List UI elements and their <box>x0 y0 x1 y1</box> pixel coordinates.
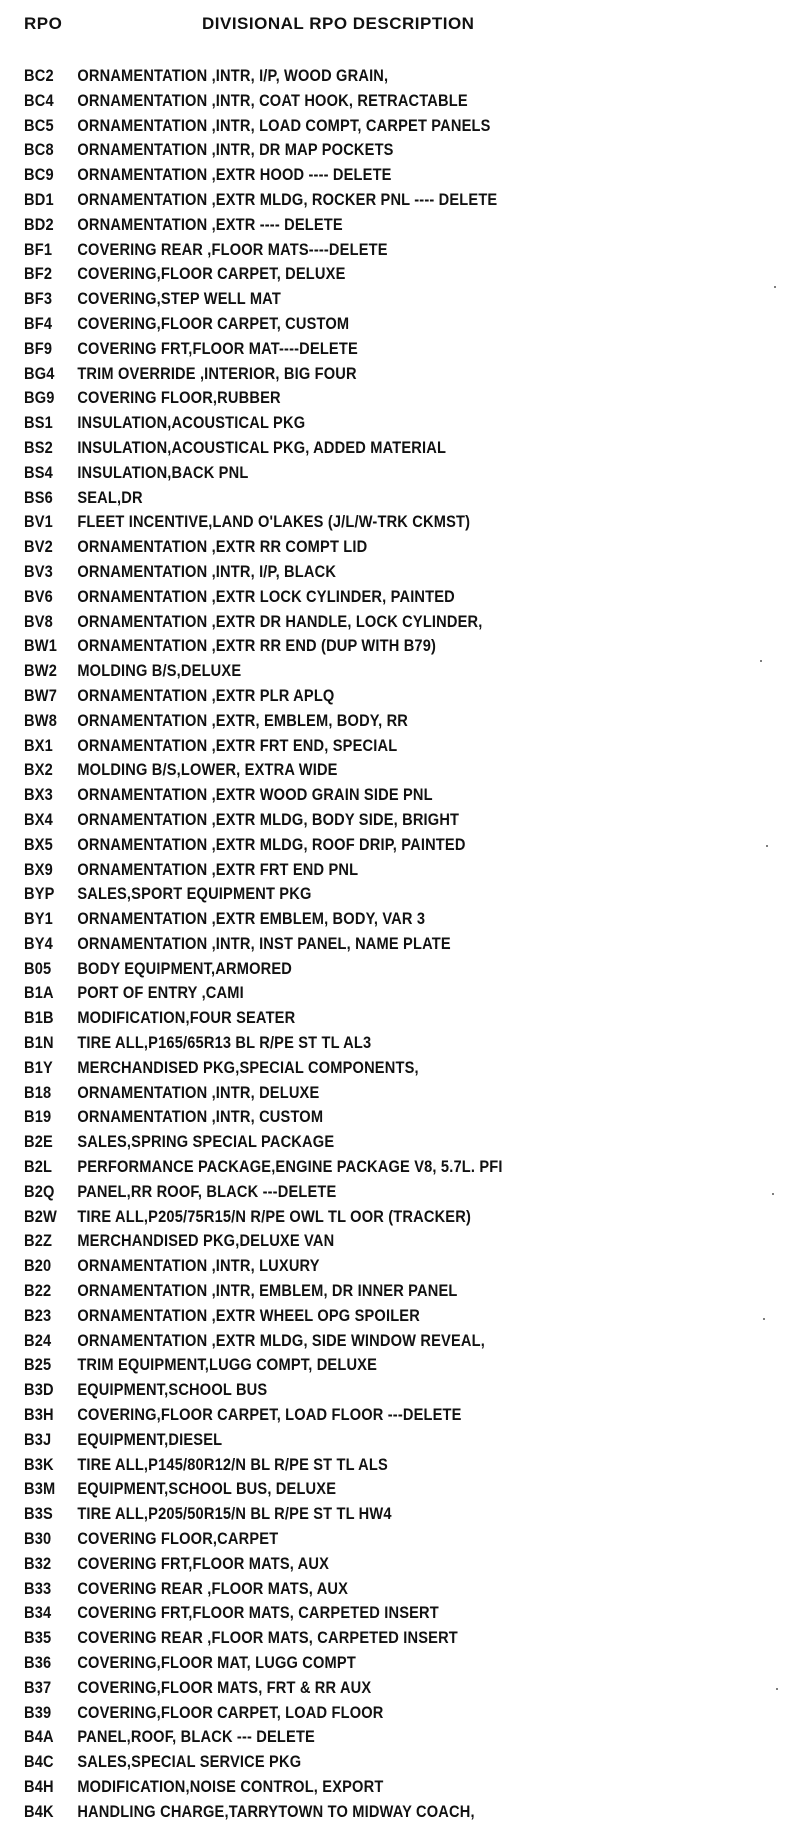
rpo-code: BW8 <box>24 710 58 730</box>
list-item <box>24 1428 678 1453</box>
rpo-code: BV6 <box>24 586 53 606</box>
rpo-description: ORNAMENTATION ,INTR, I/P, WOOD GRAIN, <box>77 66 389 85</box>
rpo-description: ORNAMENTATION ,EXTR MLDG, SIDE WINDOW REVEAL, <box>77 1330 485 1350</box>
list-item <box>24 362 678 387</box>
scan-speck <box>760 660 762 662</box>
list-item <box>24 1676 678 1701</box>
rpo-code: BS4 <box>24 462 53 482</box>
rpo-description: ORNAMENTATION ,EXTR DR HANDLE, LOCK CYLINDER, <box>77 611 483 631</box>
rpo-description: ORNAMENTATION ,EXTR RR END (DUP WITH B79) <box>77 636 437 656</box>
list-item <box>24 758 678 783</box>
rpo-description: MERCHANDISED PKG,SPECIAL COMPONENTS, <box>77 1057 419 1077</box>
rpo-code: B2W <box>24 1206 58 1226</box>
rpo-description: ORNAMENTATION ,EXTR LOCK CYLINDER, PAINTED <box>77 586 455 606</box>
rpo-code: BS2 <box>24 437 53 457</box>
rpo-code: BD1 <box>24 189 54 209</box>
rpo-code: B3J <box>24 1429 52 1449</box>
rpo-column-header: RPO <box>24 14 63 33</box>
rpo-code: BS1 <box>24 413 53 433</box>
list-item <box>24 461 678 486</box>
rpo-code: B22 <box>24 1281 52 1301</box>
rpo-code: B4H <box>24 1776 54 1796</box>
list-item <box>24 783 678 808</box>
list-item <box>24 1378 678 1403</box>
rpo-description: ORNAMENTATION ,EXTR RR COMPT LID <box>77 537 368 557</box>
rpo-description: MODIFICATION,FOUR SEATER <box>77 1008 296 1028</box>
rpo-description: COVERING FRT,FLOOR MATS, CARPETED INSERT <box>77 1603 439 1623</box>
list-item <box>24 486 678 511</box>
rpo-description: PANEL,ROOF, BLACK --- DELETE <box>77 1727 315 1747</box>
list-item <box>24 1353 678 1378</box>
list-item <box>24 1279 678 1304</box>
rpo-code: B4K <box>24 1801 54 1821</box>
list-item <box>24 312 678 337</box>
rpo-description: COVERING,FLOOR CARPET, LOAD FLOOR ---DELETE <box>77 1405 462 1425</box>
rpo-description: EQUIPMENT,SCHOOL BUS <box>77 1380 268 1400</box>
list-item <box>24 1304 678 1329</box>
list-item <box>24 262 678 287</box>
list-item <box>24 833 678 858</box>
scan-speck <box>766 845 768 847</box>
list-item <box>24 634 678 659</box>
rpo-code: B1N <box>24 1033 54 1053</box>
list-item <box>24 882 678 907</box>
rpo-code: BYP <box>24 884 55 904</box>
rpo-description: ORNAMENTATION ,EXTR MLDG, BODY SIDE, BRIGHT <box>77 809 460 829</box>
rpo-code: B20 <box>24 1256 52 1276</box>
list-item <box>24 1453 678 1478</box>
rpo-description: ORNAMENTATION ,EXTR MLDG, ROOF DRIP, PAINTED <box>77 834 466 854</box>
rpo-description: ORNAMENTATION ,EXTR FRT END PNL <box>77 859 359 879</box>
scan-speck <box>774 286 776 288</box>
list-item <box>24 585 678 610</box>
list-item <box>24 1329 678 1354</box>
rpo-code: B23 <box>24 1305 52 1325</box>
rpo-description: ORNAMENTATION ,INTR, LOAD COMPT, CARPET PANELS <box>77 115 491 135</box>
list-item <box>24 734 678 759</box>
rpo-code: BC9 <box>24 165 54 185</box>
rpo-description: ORNAMENTATION ,EXTR ---- DELETE <box>77 214 343 234</box>
rpo-description: EQUIPMENT,SCHOOL BUS, DELUXE <box>77 1479 337 1499</box>
rpo-code: BW7 <box>24 685 58 705</box>
list-item <box>24 1527 678 1552</box>
rpo-code: BC8 <box>24 140 54 160</box>
list-item <box>24 1130 678 1155</box>
list-item <box>24 709 678 734</box>
rpo-code: B36 <box>24 1653 52 1672</box>
rpo-description: COVERING REAR ,FLOOR MATS, CARPETED INSERT <box>77 1628 458 1648</box>
list-item <box>24 1254 678 1279</box>
rpo-code: BF4 <box>24 313 53 333</box>
rpo-code: BC2 <box>24 66 54 85</box>
rpo-description: COVERING,FLOOR MATS, FRT & RR AUX <box>77 1677 372 1697</box>
list-item <box>24 1577 678 1602</box>
rpo-code: BY1 <box>24 909 53 929</box>
rpo-code: B3S <box>24 1504 53 1524</box>
rpo-code: BG9 <box>24 388 55 408</box>
list-item <box>24 932 678 957</box>
rpo-code: BV8 <box>24 611 53 631</box>
scan-speck <box>763 1318 765 1320</box>
rpo-code: BS6 <box>24 487 53 507</box>
list-item <box>24 1105 678 1130</box>
rpo-code: BG4 <box>24 363 55 383</box>
rpo-code: BF3 <box>24 289 53 309</box>
list-item <box>24 957 678 982</box>
list-item <box>24 1601 678 1626</box>
list-item <box>24 138 678 163</box>
rpo-code: B37 <box>24 1677 52 1697</box>
rpo-code: BW2 <box>24 661 58 681</box>
rpo-description: COVERING,FLOOR MAT, LUGG COMPT <box>77 1653 356 1672</box>
list-item <box>24 1701 678 1726</box>
rpo-description: INSULATION,BACK PNL <box>77 462 249 482</box>
rpo-code: B30 <box>24 1529 52 1549</box>
scan-speck <box>776 1688 778 1690</box>
rpo-code: BC5 <box>24 115 54 135</box>
rpo-description: ORNAMENTATION ,EXTR HOOD ---- DELETE <box>77 165 392 185</box>
rpo-code: B34 <box>24 1603 52 1623</box>
rpo-code: B24 <box>24 1330 52 1350</box>
rpo-description: ORNAMENTATION ,INTR, EMBLEM, DR INNER PANEL <box>77 1281 458 1301</box>
rpo-code: BF2 <box>24 264 53 284</box>
rpo-description: COVERING FLOOR,CARPET <box>77 1529 279 1549</box>
rpo-description: MERCHANDISED PKG,DELUXE VAN <box>77 1231 335 1251</box>
rpo-description: COVERING FRT,FLOOR MATS, AUX <box>77 1553 330 1573</box>
list-item <box>24 386 678 411</box>
list-item <box>24 238 678 263</box>
list-item <box>24 1155 678 1180</box>
rpo-code: BX2 <box>24 760 53 780</box>
rpo-description: ORNAMENTATION ,EXTR WHEEL OPG SPOILER <box>77 1305 420 1325</box>
rpo-code: B1B <box>24 1008 54 1028</box>
rpo-description: ORNAMENTATION ,EXTR, EMBLEM, BODY, RR <box>77 710 409 730</box>
rpo-code: B33 <box>24 1578 52 1598</box>
list-item <box>24 858 678 883</box>
rpo-code: B19 <box>24 1107 52 1127</box>
rpo-description: TRIM OVERRIDE ,INTERIOR, BIG FOUR <box>77 363 357 383</box>
rpo-description: ORNAMENTATION ,INTR, I/P, BLACK <box>77 561 337 581</box>
table-header <box>24 14 780 40</box>
rpo-description: COVERING FLOOR,RUBBER <box>77 388 281 408</box>
rpo-description: INSULATION,ACOUSTICAL PKG <box>77 413 306 433</box>
rpo-description: MODIFICATION,NOISE CONTROL, EXPORT <box>77 1776 384 1796</box>
rpo-code: B35 <box>24 1628 52 1648</box>
rpo-description: COVERING,FLOOR CARPET, DELUXE <box>77 264 346 284</box>
rpo-description: PANEL,RR ROOF, BLACK ---DELETE <box>77 1181 337 1201</box>
rpo-code: BW1 <box>24 636 58 656</box>
list-item <box>24 560 678 585</box>
rpo-code: BV1 <box>24 512 53 532</box>
rpo-code: B18 <box>24 1082 52 1102</box>
rpo-code: B3D <box>24 1380 54 1400</box>
rpo-description: PERFORMANCE PACKAGE,ENGINE PACKAGE V8, 5.7L. PFI <box>77 1157 503 1177</box>
list-item <box>24 1626 678 1651</box>
rpo-description: ORNAMENTATION ,INTR, INST PANEL, NAME PLATE <box>77 933 451 953</box>
rpo-code: BX4 <box>24 809 53 829</box>
rpo-description: ORNAMENTATION ,EXTR EMBLEM, BODY, VAR 3 <box>77 909 426 929</box>
rpo-code: B4A <box>24 1727 54 1747</box>
rpo-description: MOLDING B/S,DELUXE <box>77 661 242 681</box>
rpo-description: ORNAMENTATION ,EXTR MLDG, ROCKER PNL ---- DELETE <box>77 189 498 209</box>
rpo-code: BV3 <box>24 561 53 581</box>
rpo-description: COVERING,STEP WELL MAT <box>77 289 281 309</box>
rpo-description: COVERING FRT,FLOOR MAT----DELETE <box>77 338 358 358</box>
rpo-code: B25 <box>24 1355 52 1375</box>
list-item <box>24 1081 678 1106</box>
list-item <box>24 808 678 833</box>
rpo-description: TIRE ALL,P145/80R12/N BL R/PE ST TL ALS <box>77 1454 388 1474</box>
rpo-description: TIRE ALL,P205/50R15/N BL R/PE ST TL HW4 <box>77 1504 392 1524</box>
rpo-description: ORNAMENTATION ,EXTR FRT END, SPECIAL <box>77 735 398 755</box>
rpo-code: B05 <box>24 958 52 978</box>
rpo-code: B2Z <box>24 1231 53 1251</box>
rpo-description: COVERING REAR ,FLOOR MATS----DELETE <box>77 239 388 259</box>
list-item <box>24 1056 678 1081</box>
list-item <box>24 1775 678 1800</box>
rpo-code: B2L <box>24 1157 53 1177</box>
list-item <box>24 907 678 932</box>
rpo-description: BODY EQUIPMENT,ARMORED <box>77 958 293 978</box>
list-item <box>24 1205 678 1230</box>
rpo-description: PORT OF ENTRY ,CAMI <box>77 983 244 1003</box>
rpo-code: B1A <box>24 983 54 1003</box>
list-item <box>24 535 678 560</box>
list-item <box>24 1725 678 1750</box>
rpo-description: ORNAMENTATION ,INTR, DR MAP POCKETS <box>77 140 394 160</box>
list-item <box>24 684 678 709</box>
rpo-description: ORNAMENTATION ,EXTR PLR APLQ <box>77 685 335 705</box>
rpo-description: COVERING,FLOOR CARPET, CUSTOM <box>77 313 350 333</box>
rpo-description: ORNAMENTATION ,EXTR WOOD GRAIN SIDE PNL <box>77 785 433 805</box>
rpo-description: HANDLING CHARGE,TARRYTOWN TO MIDWAY COACH, <box>77 1801 475 1821</box>
rpo-code: B3M <box>24 1479 56 1499</box>
list-item <box>24 64 678 89</box>
list-item <box>24 89 678 114</box>
list-item <box>24 1006 678 1031</box>
rpo-description: MOLDING B/S,LOWER, EXTRA WIDE <box>77 760 338 780</box>
rpo-description: INSULATION,ACOUSTICAL PKG, ADDED MATERIAL <box>77 437 447 457</box>
rpo-code: BC4 <box>24 90 54 110</box>
rpo-code: BX3 <box>24 785 53 805</box>
list-item <box>24 1651 678 1676</box>
rpo-code: B3H <box>24 1405 54 1425</box>
rpo-code: BD2 <box>24 214 54 234</box>
rpo-code: B32 <box>24 1553 52 1573</box>
rpo-description: EQUIPMENT,DIESEL <box>77 1429 223 1449</box>
rpo-description: TRIM EQUIPMENT,LUGG COMPT, DELUXE <box>77 1355 378 1375</box>
rpo-code: B1Y <box>24 1057 53 1077</box>
list-item <box>24 1750 678 1775</box>
list-item <box>24 114 678 139</box>
rpo-code: BY4 <box>24 933 53 953</box>
rpo-code: BF9 <box>24 338 53 358</box>
list-item <box>24 213 678 238</box>
rpo-description: SALES,SPRING SPECIAL PACKAGE <box>77 1132 335 1152</box>
rpo-code: B2Q <box>24 1181 55 1201</box>
rpo-description: COVERING REAR ,FLOOR MATS, AUX <box>77 1578 349 1598</box>
rpo-code: B3K <box>24 1454 54 1474</box>
list-item <box>24 1800 678 1825</box>
rpo-code: B39 <box>24 1702 52 1722</box>
rpo-description: COVERING,FLOOR CARPET, LOAD FLOOR <box>77 1702 384 1722</box>
list-item <box>24 981 678 1006</box>
rpo-list <box>24 64 784 1825</box>
scan-speck <box>772 1193 774 1195</box>
rpo-description: ORNAMENTATION ,INTR, LUXURY <box>77 1256 320 1276</box>
list-item <box>24 1403 678 1428</box>
list-item <box>24 659 678 684</box>
list-item <box>24 1477 678 1502</box>
rpo-code: BX1 <box>24 735 53 755</box>
list-item <box>24 188 678 213</box>
list-item <box>24 610 678 635</box>
list-item <box>24 1180 678 1205</box>
rpo-code: BX9 <box>24 859 53 879</box>
list-item <box>24 436 678 461</box>
list-item <box>24 1502 678 1527</box>
rpo-description: SEAL,DR <box>77 487 143 507</box>
rpo-code: BV2 <box>24 537 53 557</box>
list-item <box>24 337 678 362</box>
rpo-code: B2E <box>24 1132 53 1152</box>
rpo-description: SALES,SPORT EQUIPMENT PKG <box>77 884 312 904</box>
list-item <box>24 510 678 535</box>
rpo-description: ORNAMENTATION ,INTR, CUSTOM <box>77 1107 324 1127</box>
rpo-description: SALES,SPECIAL SERVICE PKG <box>77 1752 302 1772</box>
rpo-description: ORNAMENTATION ,INTR, DELUXE <box>77 1082 320 1102</box>
description-column-header: DIVISIONAL RPO DESCRIPTION <box>202 14 475 33</box>
rpo-description: FLEET INCENTIVE,LAND O'LAKES (J/L/W-TRK CKMST) <box>77 512 471 532</box>
rpo-code: B4C <box>24 1752 54 1772</box>
list-item <box>24 163 678 188</box>
rpo-code: BF1 <box>24 239 53 259</box>
list-item <box>24 1229 678 1254</box>
rpo-description: ORNAMENTATION ,INTR, COAT HOOK, RETRACTABLE <box>77 90 468 110</box>
rpo-description: TIRE ALL,P165/65R13 BL R/PE ST TL AL3 <box>77 1033 372 1053</box>
rpo-code: BX5 <box>24 834 53 854</box>
list-item <box>24 1031 678 1056</box>
list-item <box>24 411 678 436</box>
list-item <box>24 287 678 312</box>
list-item <box>24 1552 678 1577</box>
rpo-description: TIRE ALL,P205/75R15/N R/PE OWL TL OOR (TRACKER) <box>77 1206 471 1226</box>
